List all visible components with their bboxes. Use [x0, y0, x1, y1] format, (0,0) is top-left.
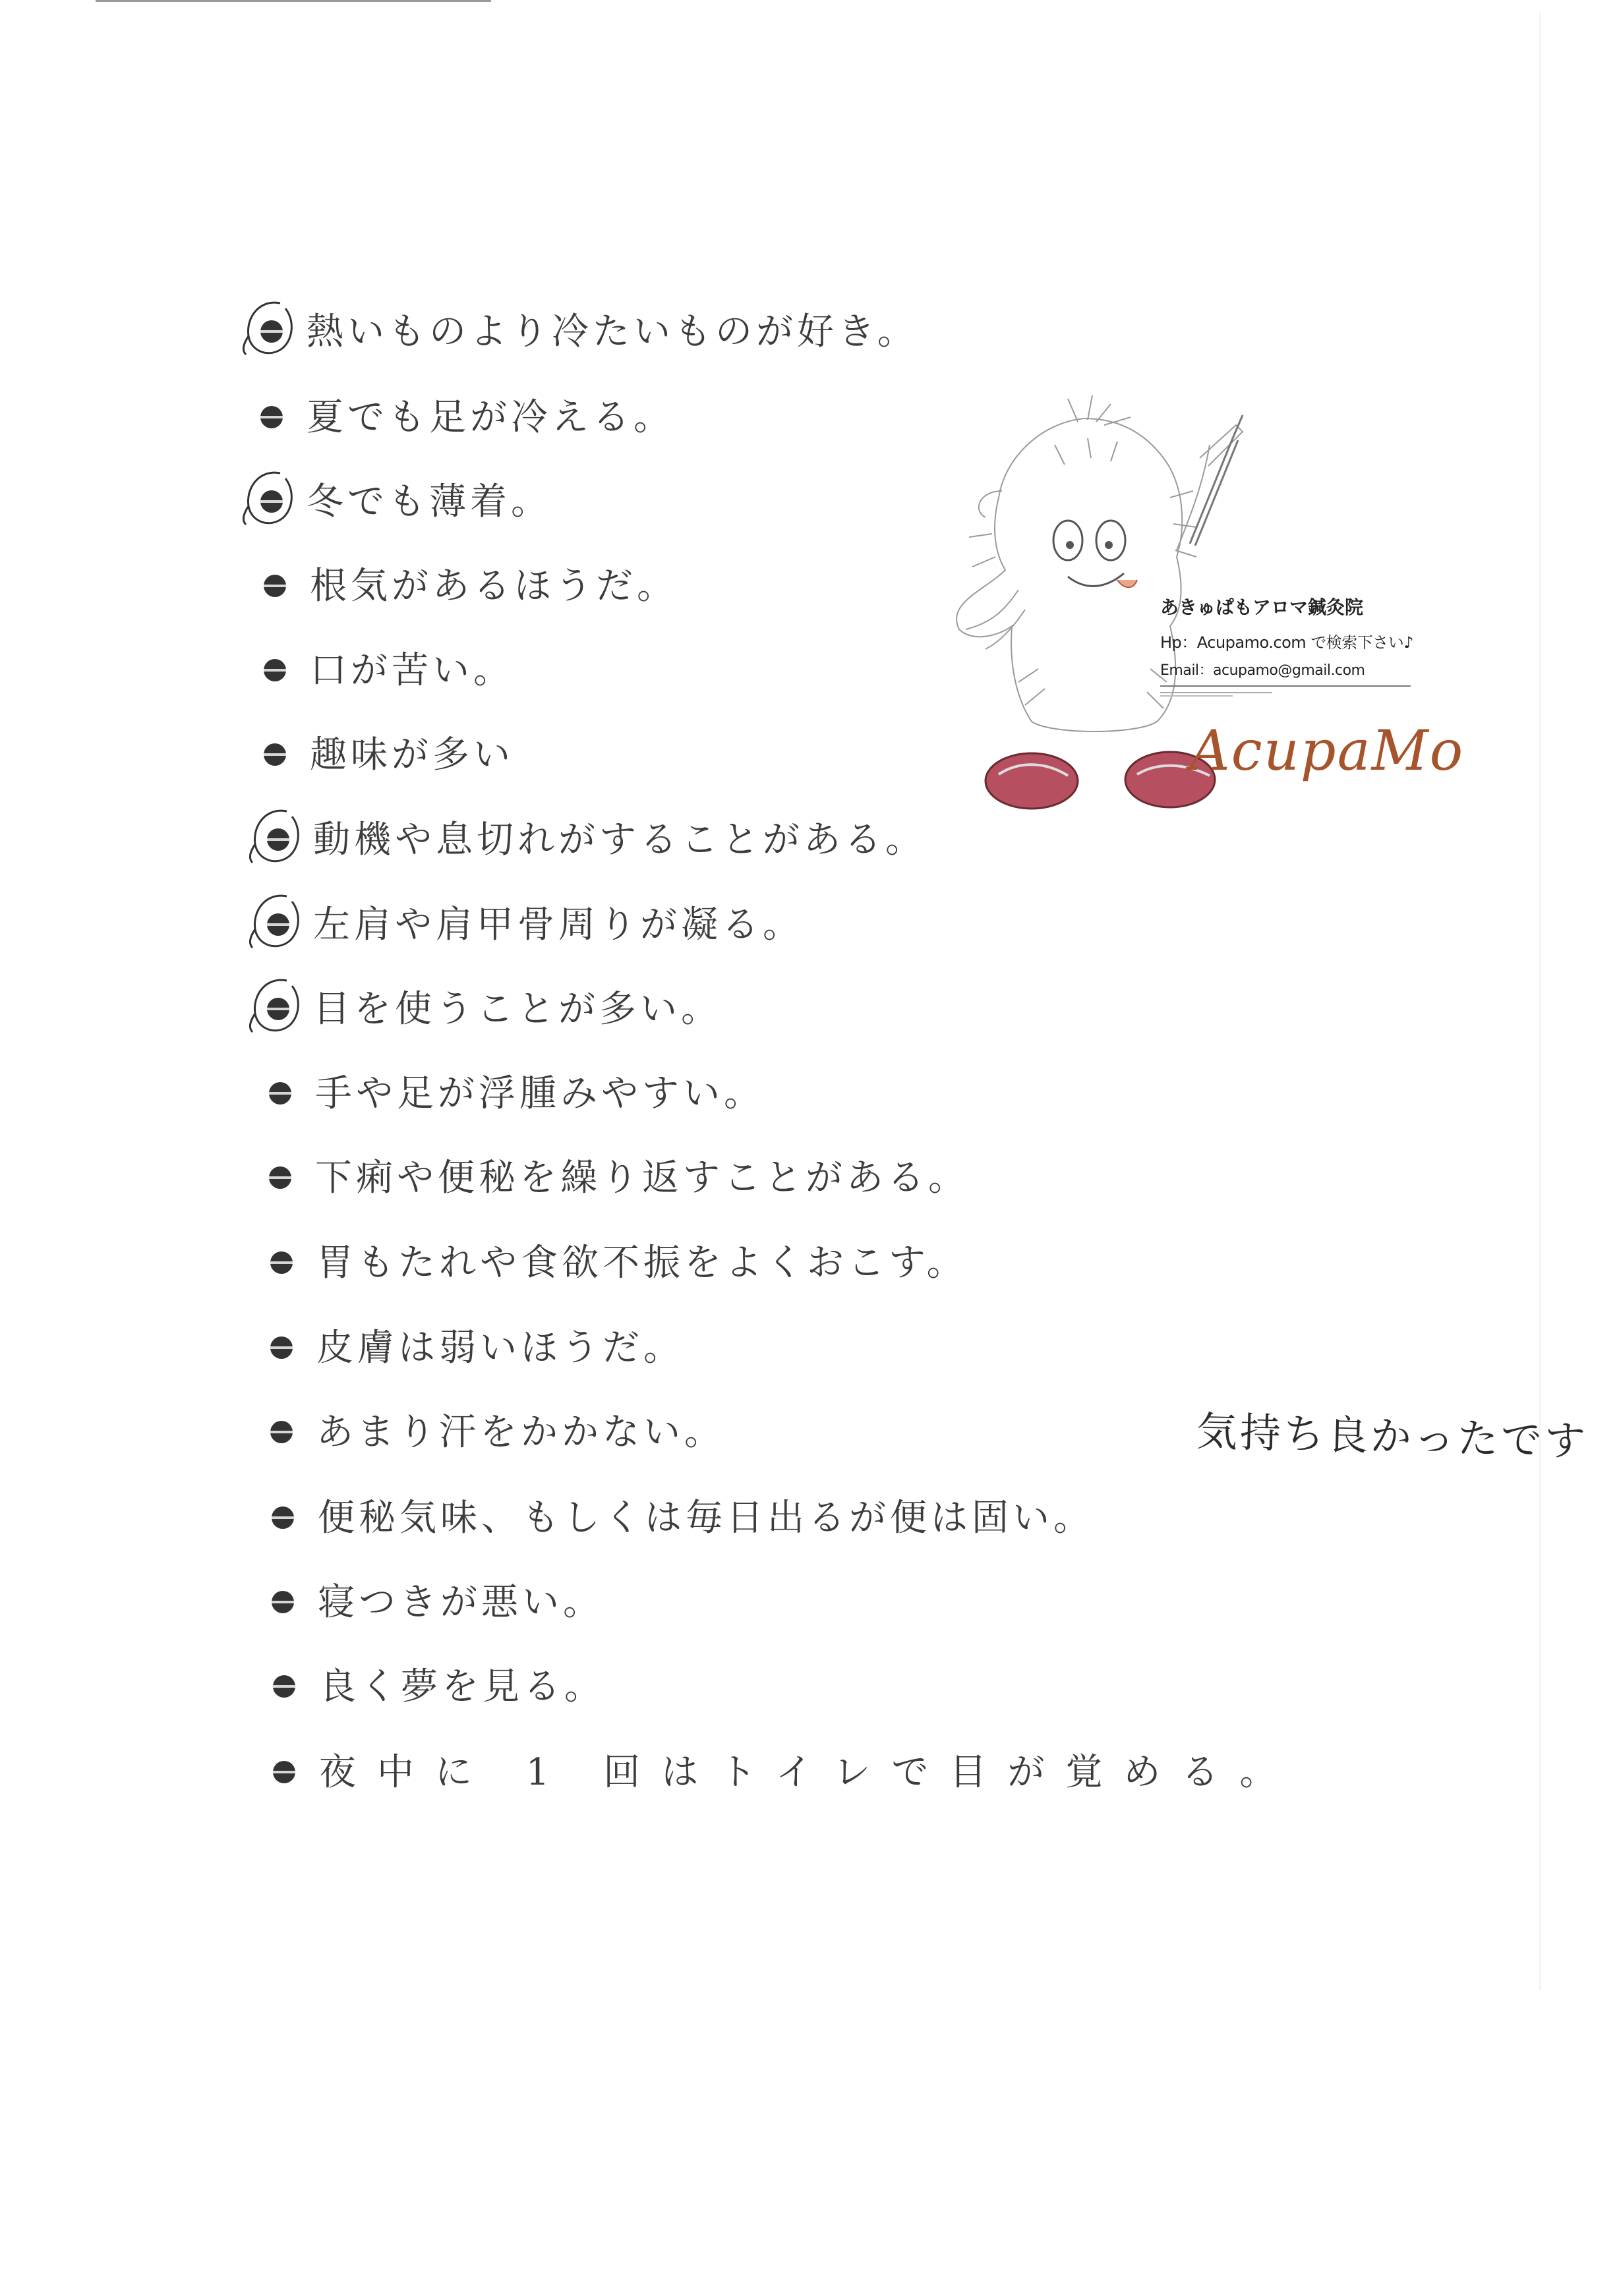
- circled-mark-icon: [246, 891, 309, 957]
- checklist-item-text: 手や足が浮腫みやすい。: [315, 1072, 765, 1115]
- circled-mark-icon: [246, 806, 309, 872]
- checklist-item-text: 寝つきが悪い。: [318, 1581, 604, 1624]
- bullet-icon: [273, 1675, 295, 1698]
- clinic-name: あきゅぱもアロマ鍼灸院: [1160, 596, 1364, 618]
- checklist-item: [260, 304, 1381, 377]
- bullet-icon: [272, 1507, 294, 1529]
- bullet-icon: [273, 1761, 295, 1783]
- bullet-icon: [260, 406, 283, 428]
- bullet-icon: [270, 1336, 293, 1359]
- checklist-item: [270, 1321, 1391, 1393]
- bullet-icon: [264, 575, 286, 597]
- brand-logo: AcupaMo: [1190, 718, 1465, 783]
- bullet-icon: [270, 1421, 293, 1443]
- clinic-website: Hp：Acupamo.com で検索下さい♪: [1160, 633, 1414, 652]
- checklist-item-text: 冬でも薄着。: [307, 480, 552, 523]
- checklist-item-text: 下痢や便秘を繰り返すことがある。: [315, 1157, 969, 1199]
- checklist-item: [267, 813, 1388, 885]
- bullet-icon: [264, 659, 286, 681]
- checklist-item-text: 良く夢を見る。: [319, 1665, 605, 1708]
- checklist-item-text: 根気があるほうだ。: [310, 565, 678, 608]
- checklist-item: [272, 1575, 1392, 1648]
- handwritten-note: 気持ち良かったです: [1196, 1407, 1589, 1466]
- checklist-item-text: 左肩や肩甲骨周りが凝る。: [313, 904, 804, 946]
- checklist-item-text: 夏でも足が冷える。: [307, 396, 674, 439]
- checklist-item-text: 目を使うことが多い。: [313, 988, 722, 1031]
- checklist-item: [269, 1066, 1390, 1139]
- checklist-item-text: 口が苦い。: [310, 649, 514, 692]
- checklist-item-text: あまり汗をかかない。: [316, 1411, 725, 1454]
- bullet-icon: [269, 1166, 291, 1189]
- bullet-icon: [270, 1251, 293, 1274]
- checklist-item-text: 動機や息切れがすることがある。: [313, 818, 926, 861]
- circled-mark-icon: [239, 298, 303, 364]
- bullet-icon: [264, 743, 286, 766]
- checklist-item: [269, 1151, 1390, 1223]
- clinic-email: Email：acupamo@gmail.com: [1160, 662, 1365, 679]
- checklist-item: [267, 982, 1388, 1054]
- stamp-fine-print: [1160, 690, 1272, 698]
- checklist-item-text: 夜中に 1 回はトイレで目が覚める。: [319, 1751, 1298, 1794]
- checklist-item-text: 胃もたれや食欲不振をよくおこす。: [316, 1242, 968, 1284]
- checklist-item: [273, 1659, 1394, 1732]
- checklist-item: [267, 898, 1388, 970]
- bullet-icon: [269, 1082, 291, 1105]
- checklist-item: [272, 1491, 1392, 1563]
- checklist-item-text: 趣味が多い: [310, 733, 514, 776]
- bullet-icon: [272, 1591, 294, 1613]
- stamp-divider: [1160, 685, 1411, 687]
- clinic-stamp: [1160, 583, 1414, 715]
- checklist-item-text: 皮膚は弱いほうだ。: [316, 1327, 684, 1369]
- checklist-item-text: 便秘気味、もしくは毎日出るが便は固い。: [318, 1497, 1094, 1539]
- circled-mark-icon: [239, 468, 303, 534]
- circled-mark-icon: [246, 975, 309, 1041]
- checklist-item-text: 熱いものより冷たいものが好き。: [307, 310, 918, 353]
- checklist-item: [273, 1745, 1394, 1818]
- checklist-item: [270, 1236, 1391, 1308]
